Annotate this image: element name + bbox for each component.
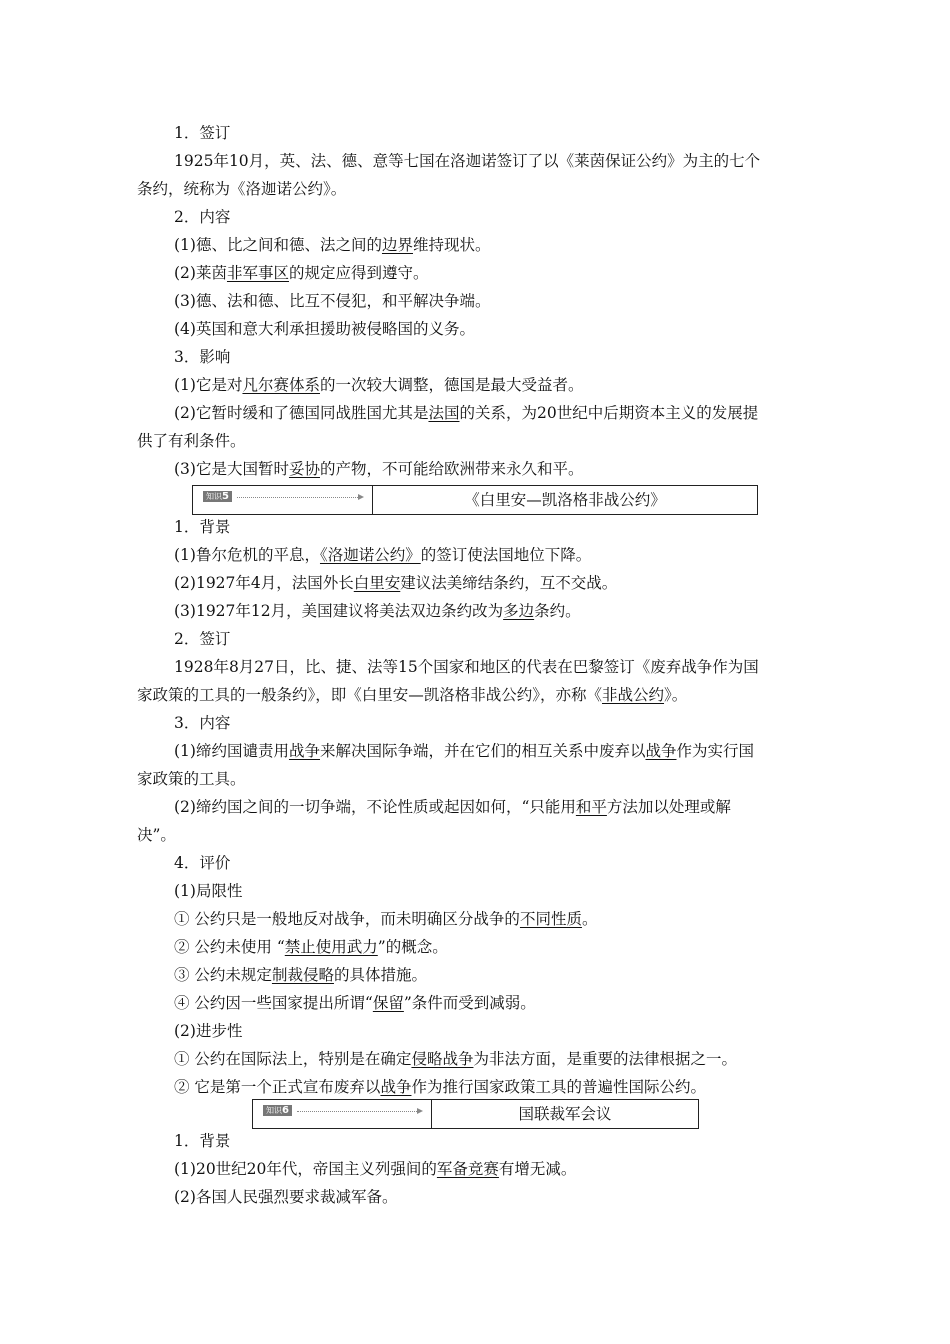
influence-item-2: (2)它暂时缓和了德国同战胜国尤其是法国的关系，为20世纪中后期资本主义的发展提	[174, 404, 759, 422]
arrow-right-icon	[297, 1111, 421, 1112]
content-item-4: (4)英国和意大利承担援助被侵略国的义务。	[174, 320, 475, 338]
key-term: 保留	[372, 994, 404, 1012]
heading-signing: 2．签订	[174, 630, 231, 648]
knowledge-title: 国联裁军会议	[518, 1105, 612, 1123]
paragraph: 供了有利条件。	[137, 432, 246, 450]
heading-background: 1．背景	[174, 1132, 231, 1150]
key-term: 非战公约	[602, 686, 665, 704]
subheading-progressiveness: (2)进步性	[174, 1022, 243, 1040]
background-item-1: (1)20世纪20年代，帝国主义列强间的军备竞赛有增无减。	[174, 1160, 577, 1178]
content-item-2: (2)缔约国之间的一切争端，不论性质或起因如何，“只能用和平方法加以处理或解	[174, 798, 731, 816]
knowledge-tag: 知识6	[263, 1105, 292, 1116]
background-item-1: (1)鲁尔危机的平息，《洛迦诺公约》的签订使法国地位下降。	[174, 546, 592, 564]
knowledge-tag-cell	[253, 1100, 432, 1128]
content-item-3: (3)德、法和德、比互不侵犯，和平解决争端。	[174, 292, 491, 310]
key-term: 和平	[575, 798, 607, 816]
content-item-2: (2)莱茵非军事区的规定应得到遵守。	[174, 264, 429, 282]
key-term: 军备竞赛	[436, 1160, 499, 1178]
progress-item-2: ② 它是第一个正式宣布废弃以战争作为推行国家政策工具的普遍性国际公约。	[174, 1078, 706, 1096]
key-term: 不同性质	[519, 910, 582, 928]
key-term: 边界	[381, 236, 413, 254]
knowledge-box-6	[252, 1099, 699, 1129]
subheading-limitations: (1)局限性	[174, 882, 243, 900]
heading-content: 3．内容	[174, 714, 231, 732]
heading-evaluation: 4．评价	[174, 854, 231, 872]
key-term: 凡尔赛体系	[242, 376, 320, 394]
knowledge-tag-cell	[193, 486, 373, 514]
limitation-item-2: ② 公约未使用 “禁止使用武力”的概念。	[174, 938, 448, 956]
paragraph: 条约，统称为《洛迦诺公约》。	[137, 180, 347, 198]
key-term: 法国	[428, 404, 460, 422]
key-term: 非军事区	[226, 264, 289, 282]
paragraph: 1928年8月27日，比、捷、法等15个国家和地区的代表在巴黎签订《废弃战争作为国	[174, 658, 759, 676]
key-term: 《洛迦诺公约》	[319, 546, 421, 564]
arrow-right-icon	[237, 497, 362, 498]
paragraph: 家政策的工具。	[137, 770, 246, 788]
key-term: 战争	[645, 742, 677, 760]
heading-content: 2．内容	[174, 208, 231, 226]
key-term: 妥协	[288, 460, 320, 478]
key-term: 制裁侵略	[271, 966, 334, 984]
paragraph: 决”。	[137, 826, 176, 844]
knowledge-tag: 知识5	[203, 491, 232, 502]
heading-signing: 1．签订	[174, 124, 231, 142]
limitation-item-3: ③ 公约未规定制裁侵略的具体措施。	[174, 966, 427, 984]
knowledge-box-5	[192, 485, 758, 515]
key-term: 多边	[503, 602, 535, 620]
background-item-3: (3)1927年12月，美国建议将美法双边条约改为多边条约。	[174, 602, 581, 620]
content-item-1: (1)缔约国谴责用战争来解决国际争端，并在它们的相互关系中废弃以战争作为实行国	[174, 742, 755, 760]
key-term: 战争	[380, 1078, 412, 1096]
heading-influence: 3．影响	[174, 348, 231, 366]
key-term: 白里安	[353, 574, 401, 592]
heading-background: 1．背景	[174, 518, 231, 536]
key-term: 侵略战争	[411, 1050, 474, 1068]
limitation-item-1: ① 公约只是一般地反对战争，而未明确区分战争的不同性质。	[174, 910, 598, 928]
background-item-2: (2)1927年4月，法国外长白里安建议法美缔结条约，互不交战。	[174, 574, 618, 592]
knowledge-title: 《白里安—凯洛格非战公约》	[464, 491, 666, 509]
paragraph: 1925年10月，英、法、德、意等七国在洛迦诺签订了以《莱茵保证公约》为主的七个	[174, 152, 761, 170]
influence-item-3: (3)它是大国暂时妥协的产物，不可能给欧洲带来永久和平。	[174, 460, 584, 478]
background-item-2: (2)各国人民强烈要求裁减军备。	[174, 1188, 398, 1206]
progress-item-1: ① 公约在国际法上，特别是在确定侵略战争为非法方面，是重要的法律根据之一。	[174, 1050, 737, 1068]
influence-item-1: (1)它是对凡尔赛体系的一次较大调整，德国是最大受益者。	[174, 376, 584, 394]
key-term: 禁止使用武力	[284, 938, 378, 956]
key-term: 战争	[288, 742, 320, 760]
paragraph: 家政策的工具的一般条约》，即《白里安—凯洛格非战公约》，亦称《非战公约》。	[137, 686, 688, 704]
content-item-1: (1)德、比之间和德、法之间的边界维持现状。	[174, 236, 491, 254]
limitation-item-4: ④ 公约因一些国家提出所谓“保留”条件而受到减弱。	[174, 994, 536, 1012]
